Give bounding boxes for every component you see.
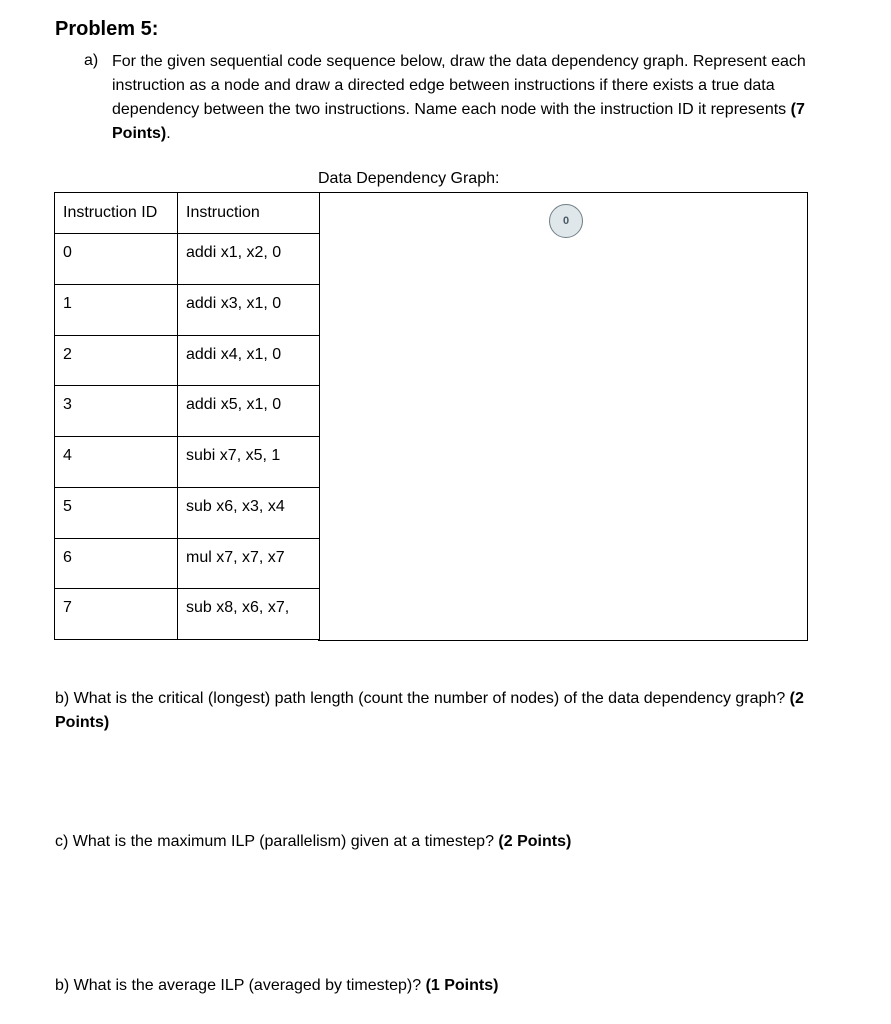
question-b [55,687,815,735]
instruction-id-cell: 3 [55,386,178,437]
table-row [55,234,320,285]
instruction-cell: addi x5, x1, 0 [178,386,320,437]
problem-title: Problem 5: [55,18,159,40]
instruction-cell: addi x1, x2, 0 [178,234,320,285]
instruction-cell: sub x6, x3, x4 [178,487,320,538]
instruction-cell: addi x4, x1, 0 [178,335,320,386]
table-row [55,589,320,640]
question-b-text: b) What is the critical (longest) path length (count the number of nodes) of the data dependency graph? [55,690,790,707]
instruction-id-cell: 0 [55,234,178,285]
question-c-points: (2 Points) [498,833,572,850]
instruction-cell: subi x7, x5, 1 [178,437,320,488]
part-a-end: . [166,125,171,142]
part-a-text: For the given sequential code sequence below, draw the data dependency graph. Represent each instruction as a node and draw a directed edge between instructions if there exists a true data dependency between the two instructions. Name each node with the instruction ID it represents [112,53,806,118]
instruction-table [54,192,320,640]
dependency-graph-area[interactable] [318,192,808,641]
question-c-text: c) What is the maximum ILP (parallelism) given at a timestep? [55,833,499,850]
graph-caption: Data Dependency Graph: [318,170,500,187]
table-row [55,284,320,335]
graph-node-0[interactable] [549,204,583,238]
graph-node-label: 0 [562,215,570,227]
table-row [55,335,320,386]
header-instruction: Instruction [178,193,320,234]
instruction-id-cell: 5 [55,487,178,538]
table-row [55,538,320,589]
instruction-id-cell: 6 [55,538,178,589]
instruction-cell: mul x7, x7, x7 [178,538,320,589]
question-b-points: (2 Points) [55,690,804,731]
instruction-id-cell: 7 [55,589,178,640]
part-a-points: (7 Points) [112,101,805,142]
part-a-marker: a) [84,52,99,69]
question-c [55,830,571,854]
header-instruction-id: Instruction ID [55,193,178,234]
question-d-text: b) What is the average ILP (averaged by timestep)? [55,977,426,994]
instruction-id-cell: 4 [55,437,178,488]
table-header-row [55,193,320,234]
question-d-points: (1 Points) [425,977,499,994]
table-row [55,487,320,538]
instruction-id-cell: 2 [55,335,178,386]
instruction-cell: sub x8, x6, x7, [178,589,320,640]
instruction-cell: addi x3, x1, 0 [178,284,320,335]
table-row [55,437,320,488]
table-row [55,386,320,437]
question-d [55,974,498,998]
instruction-id-cell: 1 [55,284,178,335]
part-a-question [112,50,812,146]
